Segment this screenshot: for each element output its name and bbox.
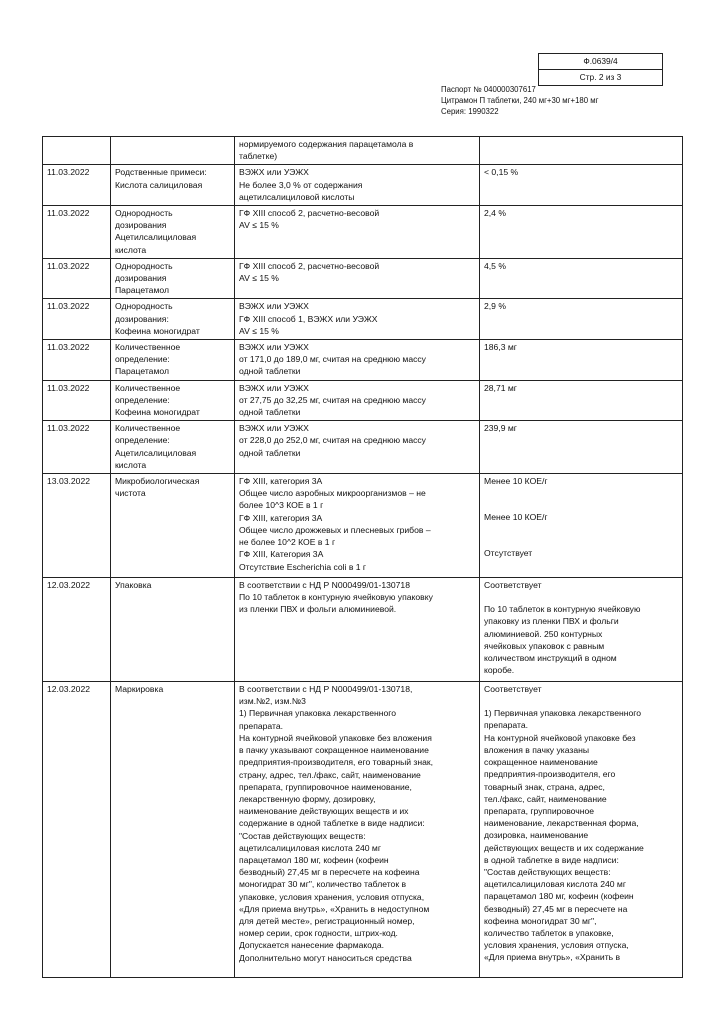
test-method: ВЭЖХ или УЭЖХ Не более 3,0 % от содержания ацетилсалициловой кислоты xyxy=(235,165,480,206)
table-row xyxy=(43,258,683,299)
test-date: 11.03.2022 xyxy=(43,165,111,206)
table-row xyxy=(43,206,683,259)
test-name: Упаковка xyxy=(111,578,235,682)
test-date: 11.03.2022 xyxy=(43,299,111,340)
test-method: ВЭЖХ или УЭЖХ ГФ XIII способ 1, ВЭЖХ или УЭЖХ AV ≤ 15 % xyxy=(235,299,480,340)
test-result: 186,3 мг xyxy=(480,340,683,381)
test-result: 2,9 % xyxy=(480,299,683,340)
test-result: 2,4 % xyxy=(480,206,683,259)
test-name xyxy=(111,137,235,165)
test-result xyxy=(480,682,683,978)
test-date: 11.03.2022 xyxy=(43,206,111,259)
test-name: Микробиологическая чистота xyxy=(111,474,235,578)
table-row xyxy=(43,421,683,474)
table-row xyxy=(43,165,683,206)
result-aerobic: Менее 10 КОЕ/г xyxy=(484,476,548,487)
test-name: Родственные примеси: Кислота салициловая xyxy=(111,165,235,206)
table-row xyxy=(43,299,683,340)
test-results-table xyxy=(42,136,683,978)
test-method: ГФ XIII, категория 3А Общее число аэробных микроорганизмов – не более 10^3 КОЕ в 1 г ГФ XIII, категория 3А Общее число дрожжевых и плесневых грибов – не более 10^2 КОЕ в 1 г ГФ XIII, Категория 3А Отсутствие Escherichia coli в 1 г xyxy=(235,474,480,578)
page-number: Стр. 2 из 3 xyxy=(539,69,662,85)
form-code: Ф.0639/4 xyxy=(583,56,618,66)
result-description: По 10 таблеток в контурную ячейковую упаковку из пленки ПВХ и фольги алюминиевой. 250 контурных ячейковых упаковок с равным количеством инструкций в одном коробе. xyxy=(484,604,641,676)
table-row xyxy=(43,474,683,578)
test-method: ВЭЖХ или УЭЖХ от 228,0 до 252,0 мг, считая на среднюю массу одной таблетки xyxy=(235,421,480,474)
test-date: 12.03.2022 xyxy=(43,578,111,682)
test-method: ГФ XIII способ 2, расчетно-весовой AV ≤ 15 % xyxy=(235,258,480,299)
table-row xyxy=(43,578,683,682)
test-date: 13.03.2022 xyxy=(43,474,111,578)
test-name: Однородность дозирования Ацетилсалициловая кислота xyxy=(111,206,235,259)
test-method: нормируемого содержания парацетамола в таблетке) xyxy=(235,137,480,165)
test-name: Маркировка xyxy=(111,682,235,978)
test-method: В соответствии с НД Р N000499/01-130718 По 10 таблеток в контурную ячейковую упаковку из пленки ПВХ и фольги алюминиевой. xyxy=(235,578,480,682)
test-result: < 0,15 % xyxy=(480,165,683,206)
table-row xyxy=(43,380,683,421)
table-row xyxy=(43,340,683,381)
test-result xyxy=(480,474,683,578)
result-ecoli: Отсутствует xyxy=(484,548,533,559)
test-method: ВЭЖХ или УЭЖХ от 27,75 до 32,25 мг, считая на среднюю массу одной таблетки xyxy=(235,380,480,421)
passport-header xyxy=(441,84,598,117)
form-code-box xyxy=(538,53,663,86)
test-name: Однородность дозирования: Кофеина моногидрат xyxy=(111,299,235,340)
test-result: 28,71 мг xyxy=(480,380,683,421)
result-status: Соответствует xyxy=(484,684,542,695)
test-name: Количественное определение: Ацетилсалициловая кислота xyxy=(111,421,235,474)
test-method: ГФ XIII способ 2, расчетно-весовой AV ≤ 15 % xyxy=(235,206,480,259)
test-name: Количественное определение: Кофеина моногидрат xyxy=(111,380,235,421)
table-row xyxy=(43,682,683,978)
test-date: 11.03.2022 xyxy=(43,258,111,299)
result-status: Соответствует xyxy=(484,580,542,591)
test-result: 4,5 % xyxy=(480,258,683,299)
passport-number: Паспорт № 040000307617 xyxy=(441,85,536,94)
test-result xyxy=(480,137,683,165)
test-date: 12.03.2022 xyxy=(43,682,111,978)
test-method: ВЭЖХ или УЭЖХ от 171,0 до 189,0 мг, считая на среднюю массу одной таблетки xyxy=(235,340,480,381)
series-number: Серия: 1990322 xyxy=(441,107,499,116)
test-result xyxy=(480,578,683,682)
result-description: 1) Первичная упаковка лекарственного препарата. На контурной ячейковой упаковке без вложения в пачку указаны сокращенное наименование предприятия-производителя, его товарный знак, страна, адрес, тел./факс, сайт, наименование препарата, группировочное наименование, лекарственная форма, дозировка, наименование действующих веществ и их содержание в одной таблетке в виде надписи: "Состав действующих веществ: ацетилсалициловая кислота 240 мг парацетамол 180 мг, кофеин (кофеин безводный) 27,45 мг в пересчете на кофеина моногидрат 30 мг", количество таблеток в упаковке, условия хранения, условия отпуска, «Для приема внутрь», «Хранить в xyxy=(484,708,644,963)
table-row xyxy=(43,137,683,165)
test-date: 11.03.2022 xyxy=(43,340,111,381)
test-date: 11.03.2022 xyxy=(43,380,111,421)
test-name: Количественное определение: Парацетамол xyxy=(111,340,235,381)
test-date xyxy=(43,137,111,165)
test-date: 11.03.2022 xyxy=(43,421,111,474)
test-name: Однородность дозирования Парацетамол xyxy=(111,258,235,299)
product-name: Цитрамон П таблетки, 240 мг+30 мг+180 мг xyxy=(441,96,599,105)
result-yeast-mold: Менее 10 КОЕ/г xyxy=(484,512,548,523)
test-method: В соответствии с НД Р N000499/01-130718, изм.№2, изм.№3 1) Первичная упаковка лекарственного препарата. На контурной ячейковой упаковке без вложения в пачку указывают сокращенное наименование предприятия-производителя, его товарный знак, страну, адрес, тел./факс, сайт, наименование препарата, группировочное наименование, лекарственную форму, дозировку, наименование действующих веществ и их содержание в одной таблетке в виде надписи: "Состав действующих веществ: ацетилсалициловая кислота 240 мг парацетамол 180 мг, кофеин (кофеин безводный) 27,45 мг в пересчете на кофеина моногидрат 30 мг", количество таблеток в упаковке, условия хранения, условия отпуска, «Для приема внутрь», «Хранить в недоступном для детей месте», регистрационный номер, номер серии, срок годности, штрих-код. Допускается нанесение фармакода. Дополнительно могут наноситься средства xyxy=(235,682,480,978)
test-result: 239,9 мг xyxy=(480,421,683,474)
